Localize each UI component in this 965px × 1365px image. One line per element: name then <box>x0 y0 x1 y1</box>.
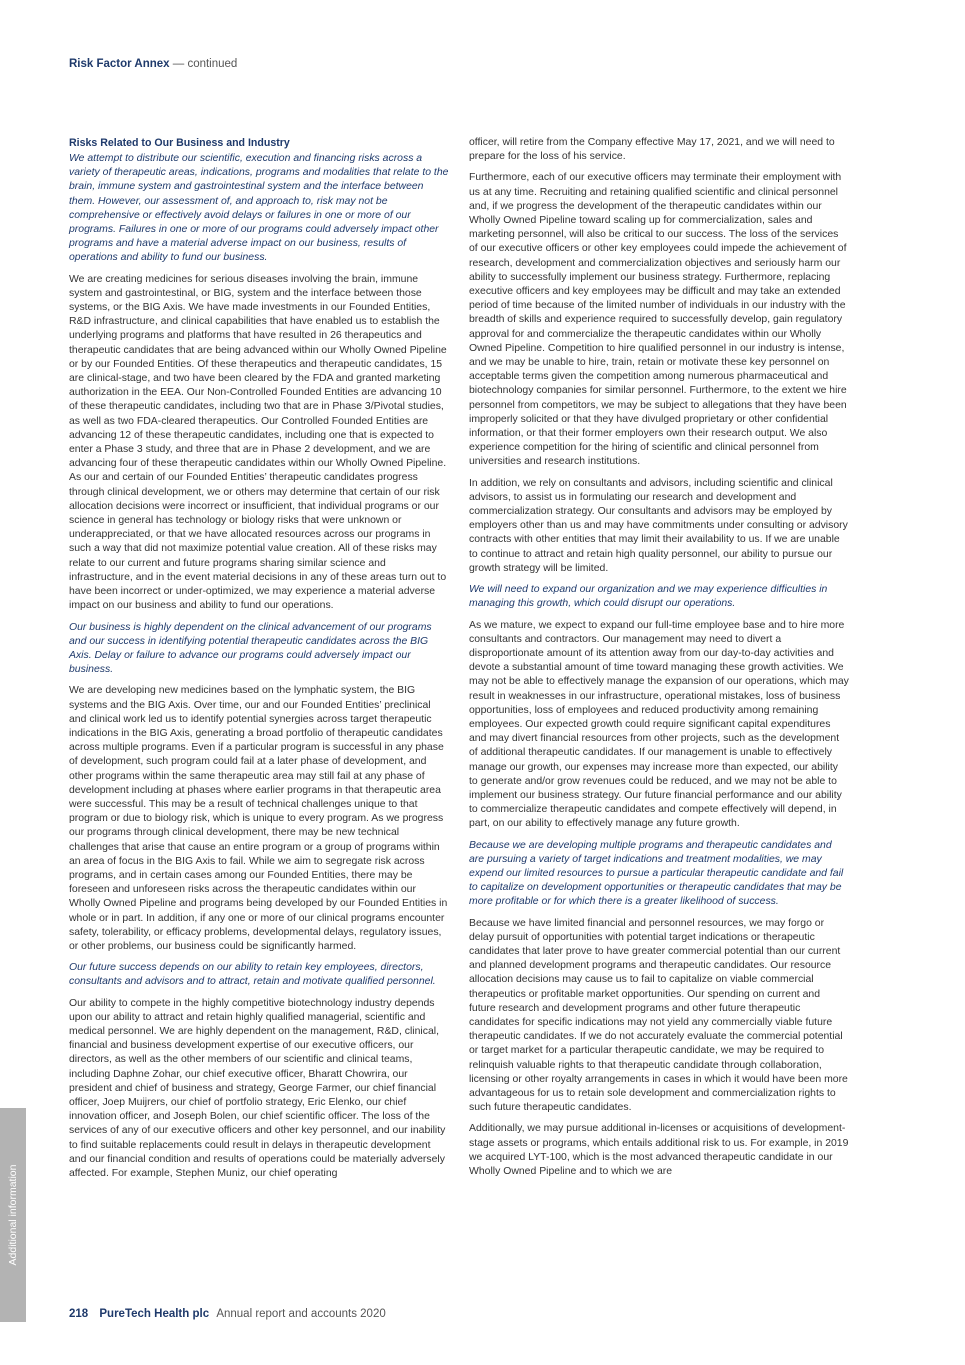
section-side-tab <box>0 1108 26 1322</box>
body-paragraph: We are creating medicines for serious diseases involving the brain, immune system and gastrointestinal, or BIG, system and the interface between those systems, or the BIG Axis. We have made investments in our Founded Entities, R&D infrastructure, and clinical capabilities that have enabled us to establish the underlying programs and platforms that have resulted in 26 therapeutics and therapeutic candidates that are being advanced within our Wholly Owned Pipeline or by our Founded Entities. Of these therapeutics and therapeutic candidates, 15 are clinical-stage, and two have been cleared by the FDA and granted marketing authorization in the EEA. Our Non-Controlled Founded Entities are advancing 10 of these therapeutic candidates, including two that are in Phase 3/Pivotal studies, as well as two FDA-cleared therapeutics. Our Controlled Founded Entities are advancing 12 of these therapeutic candidates, including one that is expected to enter a Phase 3 study, and three that are in Phase 2 development, and we are advancing four of these therapeutic candidates within our Wholly Owned Pipeline. As our and certain of our Founded Entities’ therapeutic candidates progress through clinical development, we or others may determine that certain of our risk allocation decisions were incorrect or insufficient, that individual programs or our science in general has technology or biology risks that were unknown or underappreciated, or that we have allocated resources across our programs in such a way that did not maximize potential value creation. All of these risks may relate to our current and future programs sharing similar science and infrastructure, and in the event material decisions in any of these areas turn out to have been incorrect or under-optimized, we may experience a material adverse impact on our business and ability to fund our operations. <box>69 273 447 612</box>
side-tab-label: Additional information <box>7 1164 19 1266</box>
page-footer <box>69 1308 386 1320</box>
report-title: Annual report and accounts 2020 <box>216 1308 386 1320</box>
risk-summary-clinical-advancement: Our business is highly dependent on the clinical advancement of our programs and our success in identifying potential therapeutic candidates across the BIG Axis. Delay or failure to advance our programs could adversely impact our business. <box>69 621 432 676</box>
risk-summary-key-employees: Our future success depends on our ability to retain key employees, directors, consultants and advisors and to attract, retain and motivate qualified personnel. <box>69 962 436 988</box>
body-paragraph: Additionally, we may pursue additional in-licenses or acquisitions of development-stage assets or programs, which entails additional risk to us. For example, in 2019 we acquired LYT-100, which is the most advanced therapeutic candidate in our Wholly Owned Pipeline and to which we are <box>469 1123 849 1178</box>
risk-summary-diversification: We attempt to distribute our scientific, execution and financing risks across a variety of therapeutic areas, indications, programs and modalities that relate to the brain, immune system and gastrointestinal system and the interface between them. However, our assessment of, and approach to, risk may not be comprehensive or effectively avoid delays or failures in one or more of our programs. Failures in one or more of our programs could adversely impact other programs and have a material adverse impact on our business, results of operations and ability to fund our business. <box>69 153 449 264</box>
body-paragraph: Our ability to compete in the highly competitive biotechnology industry depends upon our ability to attract and retain highly qualified managerial, scientific and medical personnel. We are highly dependent on the management, R&D, clinical, financial and business development expertise of our executive officers, our directors, as well as the other members of our scientific and clinical teams, including Daphne Zohar, our chief executive officer, Bharatt Chowrira, our president and chief of business and strategy, George Farmer, our chief financial officer, Joep Muijrers, our chief of portfolio strategy, Eric Elenko, our chief innovation officer, and Joseph Bolen, our chief scientific officer. The loss of the services of any of our executive officers and other key personnel, and our inability to find suitable replacements could result in delays in therapeutic development and our financial condition and results of operations could be materially adversely affected. For example, Stephen Muniz, our chief operating <box>69 997 446 1180</box>
company-name: PureTech Health plc <box>99 1308 210 1320</box>
body-paragraph: Because we have limited financial and personnel resources, we may forgo or delay pursuit of opportunities with potential target indications or therapeutic candidates that later prove to have greater commercial potential than our current and planned development programs and therapeutic candidates. Our resource allocation decisions may cause us to fail to capitalize on viable commercial therapeutics or profitable market opportunities. Our spending on current and future research and development programs and other future therapeutic candidates for specific indications may not yield any commercially viable future therapeutic candidates. If we do not accurately evaluate the commercial potential or target market for a particular therapeutic candidate, we may be required to relinquish valuable rights to that therapeutic candidate through collaboration, licensing or other royalty arrangements in cases in which it would have been more advantageous for us to retain sole development and commercialization rights to such future therapeutic candidates. <box>469 917 848 1114</box>
header-continued: — continued <box>172 58 238 70</box>
risk-summary-growth: We will need to expand our organization and we may experience difficulties in managing this growth, which could disrupt our operations. <box>469 584 828 610</box>
body-paragraph: As we mature, we expect to expand our full-time employee base and to hire more consultants and contractors. Our management may need to divert a disproportionate amount of its attention away from our day-to-day activities and devote a substantial amount of time toward managing these growth activities. We may not be able to effectively manage the expansion of our operations, which may result in weaknesses in our infrastructure, operational mistakes, loss of business opportunities, loss of employees and reduced productivity among remaining employees. Our expected growth could require significant capital expenditures and may divert financial resources from other projects, such as the development of additional therapeutic candidates. If our management is unable to effectively manage our growth, our expenses may increase more than expected, our ability to generate and/or grow revenues could be reduced, and we may not be able to implement our business strategy. Our future financial performance and our ability to commercialize therapeutic candidates and compete effectively will depend, in part, on our ability to effectively manage any future growth. <box>469 619 849 830</box>
running-header <box>69 58 237 70</box>
body-paragraph: In addition, we rely on consultants and advisors, including scientific and clinical advisors, to assist us in formulating our research and development and commercialization strategy. Our consultants and advisors may be employed by employers other than us and may have commitments under consulting or advisory contracts with other entities that may limit their availability to us. If we are unable to continue to attract and retain high quality personnel, our ability to pursue our growth strategy will be limited. <box>469 477 848 574</box>
page-number: 218 <box>69 1308 89 1320</box>
left-column <box>69 136 449 1188</box>
right-column <box>469 136 849 1186</box>
body-paragraph: We are developing new medicines based on the lymphatic system, the BIG systems and the BIG Axis. Over time, our and our Founded Entities’ preclinical and clinical work led us to identify potential synergies across target therapeutic indications in the BIG Axis, generating a broad portfolio of therapeutic candidates across multiple programs. Even if a particular program is successful in any phase of development, such program could fail at a later phase of development, and other programs within the same therapeutic area may still fail at any phase of development including at phases where earlier programs in that therapeutic area were successful. This may be a result of technical challenges unique to that program or due to biology risk, which is unique to every program. As we progress our programs through clinical development, there may be new technical challenges that arise that cause an entire program or a group of programs within an area of focus in the BIG Axis to fail. While we aim to segregate risk across programs, and in certain cases among our Founded Entities, there may be foreseen and unforeseen risks across the therapeutic candidates within our Wholly Owned Pipeline and programs being developed by our Founded Entities in whole or in part. In addition, if any one or more of our clinical programs encounter safety, tolerability, or efficacy problems, developmental delays, regulatory issues, or other problems, our business could be significantly harmed. <box>69 685 448 952</box>
body-paragraph: Furthermore, each of our executive officers may terminate their employment with us at any time. Recruiting and retaining qualified scientific and clinical personnel and, if we progress the development of the therapeutic candidates within our Wholly Owned Pipeline toward scaling up for commercialization, sales and marketing personnel, will also be critical to our success. The loss of the services of our executive officers or other key employees could impede the achievement of research, development and commercialization objectives and seriously harm our ability to successfully implement our business strategy. Furthermore, replacing executive officers and key employees may be difficult and may take an extended period of time because of the limited number of individuals in our industry with the breadth of skills and experience required to successfully develop, gain regulatory approval for and commercialize the therapeutic candidates within our Wholly Owned Pipeline. Competition to hire qualified personnel in our industry is intense, and we may be unable to hire, train, retain or motivate these key personnel on acceptable terms given the competition among numerous pharmaceutical and biotechnology companies for similar personnel. Furthermore, to the extent we hire personnel from competitors, we may be subject to allegations that they have been improperly solicited or that they have divulged proprietary or other confidential information, or that their former employers own their research output. We also experience competition for the hiring of scientific and clinical personnel from universities and research institutions. <box>469 172 847 468</box>
section-heading: Risks Related to Our Business and Industry <box>69 137 290 149</box>
risk-summary-resource-allocation: Because we are developing multiple programs and therapeutic candidates and are pursuing a variety of target indications and treatment modalities, we may expend our limited resources to pursue a particular therapeutic candidate and fail to capitalize on development opportunities or therapeutic candidates that may be more profitable or for which there is a greater likelihood of success. <box>469 839 844 908</box>
header-title: Risk Factor Annex <box>69 58 170 70</box>
body-paragraph: officer, will retire from the Company effective May 17, 2021, and we will need to prepare for the loss of his service. <box>469 137 835 163</box>
